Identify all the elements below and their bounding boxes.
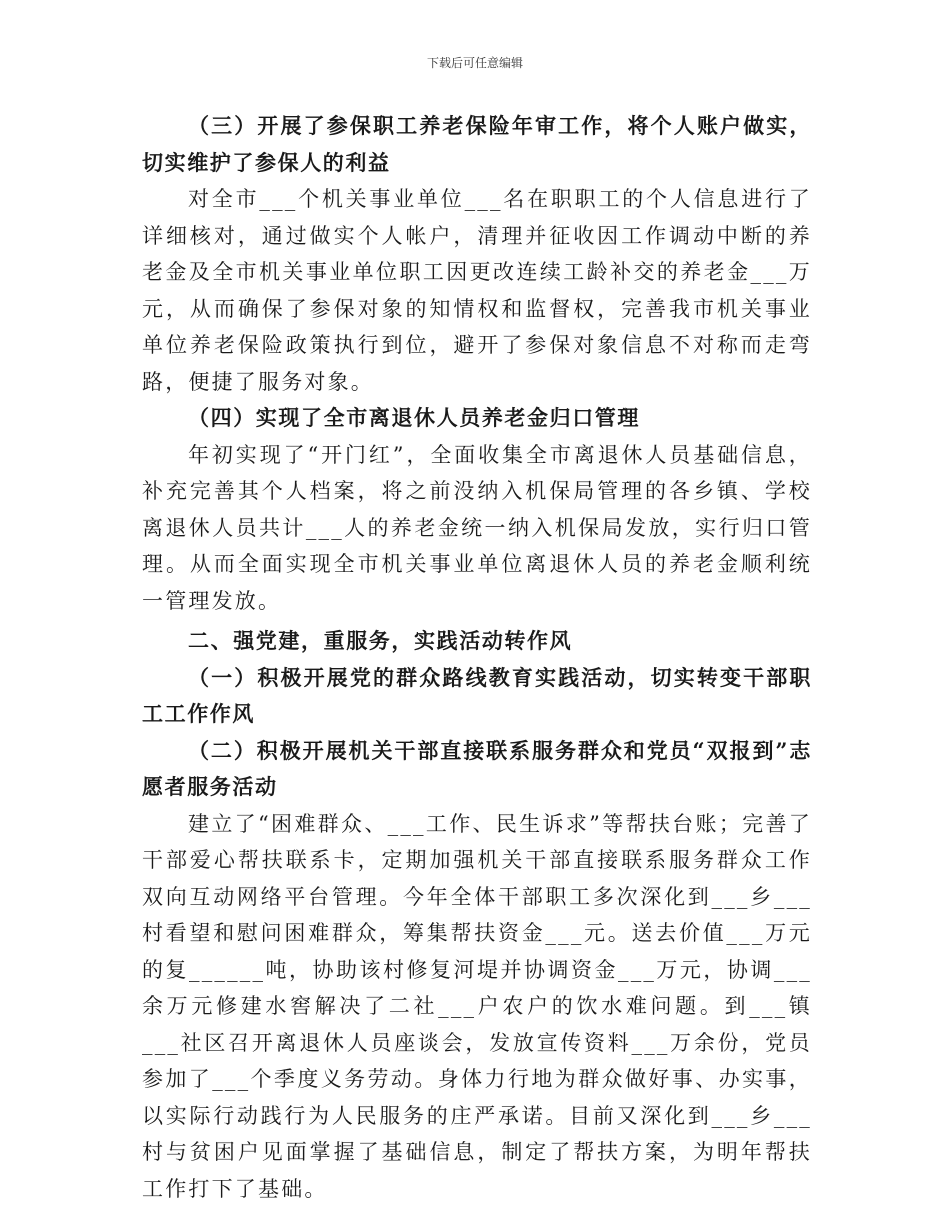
body-paragraph: 年初实现了“开门红”，全面收集全市离退休人员基础信息，补充完善其个人档案，将之前没纳入机保局管理的各乡镇、学校离退休人员共计___人的养老金统一纳入机保局发放，实行归口管理。从而全面实现全市机关事业单位离退休人员的养老金顺利统一管理发放。 <box>142 442 812 613</box>
section-heading: （四）实现了全市离退休人员养老金归口管理 <box>188 405 640 430</box>
page-header: 下载后可任意编辑 <box>426 56 523 70</box>
body-paragraph: 建立了“困难群众、___工作、民生诉求”等帮扶台账；完善了干部爱心帮扶联系卡，定期加强机关干部直接联系服务群众工作双向互动网络平台管理。今年全体干部职工多次深化到___乡___村看望和慰问困难群众，筹集帮扶资金___元。送去价值___万元的复______吨，协助该村修复河堤并协调资金___万元，协调___余万元修建水窖解决了二社___户农户的饮水难问题。到___镇___社区召开离退休人员座谈会，发放宣传资料___万余份，党员参加了___个季度义务劳动。身体力行地为群众做好事、办实事，以实际行动践行为人民服务的庄严承诺。目前又深化到___乡___村与贫困户见面掌握了基础信息，制定了帮扶方案，为明年帮扶工作打下了基础。 <box>142 811 812 1201</box>
document-body <box>142 108 812 1207</box>
chapter-heading: 二、强党建，重服务，实践活动转作风 <box>188 628 573 653</box>
body-paragraph: 对全市___个机关事业单位___名在职职工的个人信息进行了详细核对，通过做实个人帐户，清理并征收因工作调动中断的养老金及全市机关事业单位职工因更改连续工龄补交的养老金___万元，从而确保了参保对象的知情权和监督权，完善我市机关事业单位养老保险政策执行到位，避开了参保对象信息不对称而走弯路，便捷了服务对象。 <box>142 187 812 394</box>
section-heading: （一）积极开展党的群众路线教育实践活动，切实转变干部职工工作作风 <box>142 664 812 726</box>
section-heading: （三）开展了参保职工养老保险年审工作，将个人账户做实，切实维护了参保人的利益 <box>142 113 812 175</box>
section-heading: （二）积极开展机关干部直接联系服务群众和党员“双报到”志愿者服务活动 <box>142 737 812 799</box>
